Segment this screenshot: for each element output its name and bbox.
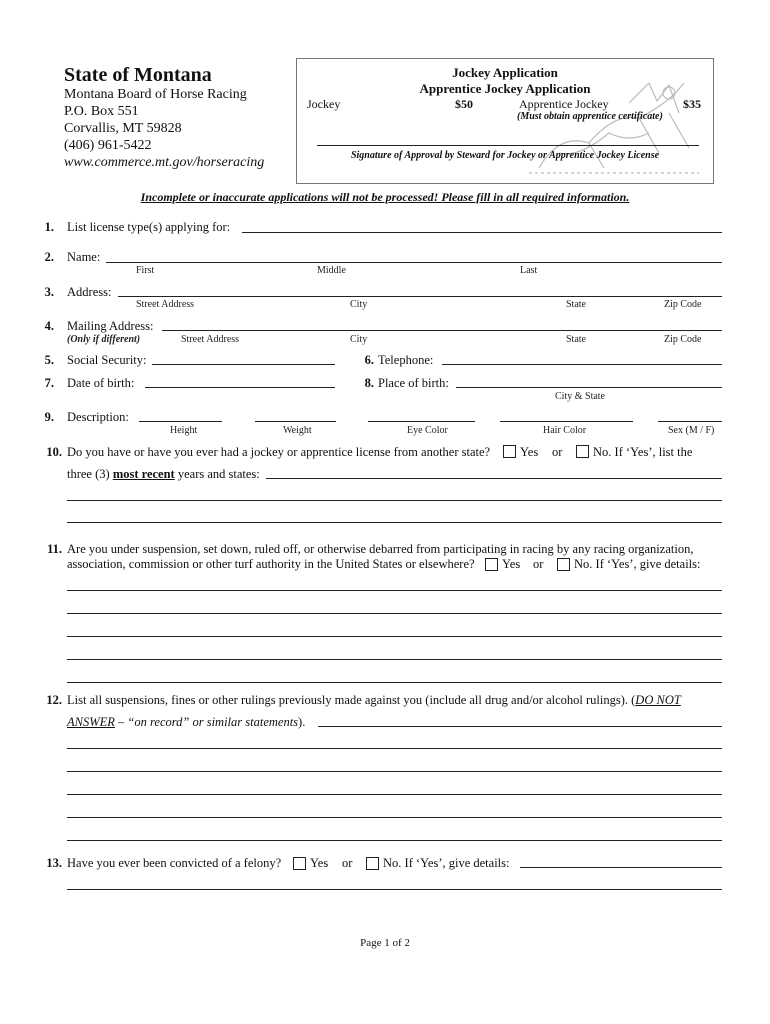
place-of-birth-field[interactable]: [456, 387, 722, 388]
q11-or: or: [533, 557, 544, 571]
q8-label: Place of birth:: [378, 376, 449, 390]
q12-close: ).: [298, 715, 306, 729]
q5-number: 5.: [44, 353, 54, 367]
q13-no-checkbox[interactable]: [366, 857, 379, 870]
q13-text: Have you ever been convicted of a felony?: [67, 856, 282, 870]
height-field[interactable]: [139, 421, 222, 422]
q12-answer-line-6[interactable]: [67, 840, 722, 841]
q10-number: 10.: [46, 445, 62, 459]
q4-label: Mailing Address:: [67, 319, 154, 333]
q11-answer-line-1[interactable]: [67, 590, 722, 591]
steward-signature-line[interactable]: [317, 145, 699, 146]
mailing-street-caption: Street Address: [181, 334, 240, 345]
q6-label: Telephone:: [378, 353, 434, 367]
last-caption: Last: [520, 265, 538, 276]
q7-label: Date of birth:: [67, 376, 135, 390]
signature-caption: Signature of Approval by Steward for Jockey or Apprentice Jockey License: [350, 150, 660, 161]
q10-most-recent: most recent: [112, 467, 175, 481]
q12-answer-line-3[interactable]: [67, 771, 722, 772]
state-title: State of Montana: [64, 64, 212, 86]
q13-yes-checkbox[interactable]: [293, 857, 306, 870]
q13-yes-label: Yes: [310, 856, 329, 870]
weight-field[interactable]: [255, 421, 336, 422]
fee-box-title-1: Jockey Application: [452, 65, 558, 80]
q10-yes-checkbox[interactable]: [503, 445, 516, 458]
hair-color-field[interactable]: [500, 421, 633, 422]
q12-line1: [67, 693, 681, 708]
q1-number: 1.: [44, 220, 54, 234]
q13-or: or: [342, 856, 353, 870]
q12-number: 12.: [46, 693, 62, 707]
street-caption: Street Address: [136, 299, 195, 310]
q13-answer-line-2[interactable]: [67, 889, 722, 890]
q12-answer-line-1[interactable]: [318, 726, 722, 727]
q10-answer-line-2[interactable]: [67, 500, 722, 501]
eye-color-field[interactable]: [368, 421, 475, 422]
social-security-field[interactable]: [152, 364, 335, 365]
q6-number: 6.: [364, 353, 374, 367]
q11-answer-line-4[interactable]: [67, 659, 722, 660]
q10-line2: [67, 467, 260, 482]
fee-box-title-2: Apprentice Jockey Application: [419, 81, 591, 96]
mailing-state-caption: State: [566, 334, 586, 345]
q13-no-label: No. If ‘Yes’, give details:: [383, 856, 510, 870]
height-caption: Height: [170, 425, 198, 436]
q13-answer-line-1[interactable]: [520, 867, 722, 868]
address-field[interactable]: [118, 296, 722, 297]
mailing-address-field[interactable]: [162, 330, 722, 331]
q2-number: 2.: [44, 250, 54, 264]
po-box: P.O. Box 551: [64, 104, 139, 119]
page-number: Page 1 of 2: [360, 937, 410, 949]
middle-caption: Middle: [317, 265, 346, 276]
q12-answer-line-5[interactable]: [67, 817, 722, 818]
q10-text: Do you have or have you ever had a jockey or apprentice license from another state?: [67, 445, 491, 459]
q11-yes-checkbox[interactable]: [485, 558, 498, 571]
sex-field[interactable]: [658, 421, 722, 422]
zip-caption: Zip Code: [664, 299, 702, 310]
phone: (406) 961-5422: [64, 138, 152, 153]
q12-answer-line-2[interactable]: [67, 748, 722, 749]
jockey-fee: $50: [455, 97, 473, 111]
city-address: Corvallis, MT 59828: [64, 121, 182, 136]
q12-on-record: “on record” or similar statements: [127, 715, 299, 729]
q8-number: 8.: [364, 376, 374, 390]
date-of-birth-field[interactable]: [145, 387, 335, 388]
q11-yes-label: Yes: [502, 557, 521, 571]
q11-text-1: Are you under suspension, set down, ruled off, or otherwise debarred from participating in racing by any racing organization,: [67, 542, 694, 556]
city-state-caption: City & State: [555, 391, 605, 402]
state-caption: State: [566, 299, 586, 310]
q10-answer-line-3[interactable]: [67, 522, 722, 523]
hair-color-caption: Hair Color: [543, 425, 587, 436]
q9-number: 9.: [44, 410, 54, 424]
website: www.commerce.mt.gov/horseracing: [64, 155, 265, 170]
name-field[interactable]: [106, 262, 722, 263]
sex-caption: Sex (M / F): [668, 425, 715, 436]
q11-number: 11.: [47, 542, 62, 556]
q5-label: Social Security:: [67, 353, 147, 367]
weight-caption: Weight: [283, 425, 312, 436]
q11-no-label: No. If ‘Yes’, give details:: [574, 557, 701, 571]
q11-answer-line-2[interactable]: [67, 613, 722, 614]
q12-dash: –: [114, 715, 128, 729]
q12-answer-line-4[interactable]: [67, 794, 722, 795]
q12-line2: [67, 715, 305, 730]
first-caption: First: [136, 265, 155, 276]
q7-number: 7.: [44, 376, 54, 390]
eye-color-caption: Eye Color: [407, 425, 448, 436]
telephone-field[interactable]: [442, 364, 722, 365]
q11-text-2: association, commission or other turf authority in the United States or elsewhere?: [67, 557, 475, 571]
mailing-zip-caption: Zip Code: [664, 334, 702, 345]
mailing-city-caption: City: [350, 334, 368, 345]
q11-answer-line-3[interactable]: [67, 636, 722, 637]
city-caption: City: [350, 299, 368, 310]
mailing-note: (Only if different): [67, 334, 141, 345]
board-name: Montana Board of Horse Racing: [64, 87, 247, 102]
q10-line2-post: years and states:: [174, 467, 260, 481]
q3-label: Address:: [67, 285, 112, 299]
jockey-label: Jockey: [307, 97, 341, 111]
q10-no-checkbox[interactable]: [576, 445, 589, 458]
q4-number: 4.: [44, 319, 54, 333]
license-type-field[interactable]: [242, 232, 722, 233]
q3-number: 3.: [44, 285, 54, 299]
q10-or: or: [552, 445, 563, 459]
apprentice-fee: $35: [683, 97, 701, 111]
incomplete-notice: Incomplete or inaccurate applications will not be processed! Please fill in all required information.: [140, 190, 630, 204]
q10-yes-label: Yes: [520, 445, 539, 459]
q12-text-1: List all suspensions, fines or other rulings previously made against you (include all drug and/or alcohol rulings). (: [67, 693, 636, 707]
q9-label: Description:: [67, 410, 129, 424]
q2-label: Name:: [67, 250, 101, 264]
q11-no-checkbox[interactable]: [557, 558, 570, 571]
q1-label: List license type(s) applying for:: [67, 220, 231, 234]
apprentice-note: (Must obtain apprentice certificate): [517, 111, 663, 122]
fee-box: [296, 58, 714, 184]
q10-answer-line-1[interactable]: [266, 478, 722, 479]
q11-answer-line-5[interactable]: [67, 682, 722, 683]
q12-do-not: DO NOT: [635, 693, 681, 707]
q12-answer: ANSWER: [67, 715, 115, 729]
q10-no-label: No. If ‘Yes’, list the: [593, 445, 693, 459]
q13-number: 13.: [46, 856, 62, 870]
q10-line2-pre: three (3): [67, 467, 113, 481]
apprentice-label: Apprentice Jockey: [519, 97, 609, 111]
